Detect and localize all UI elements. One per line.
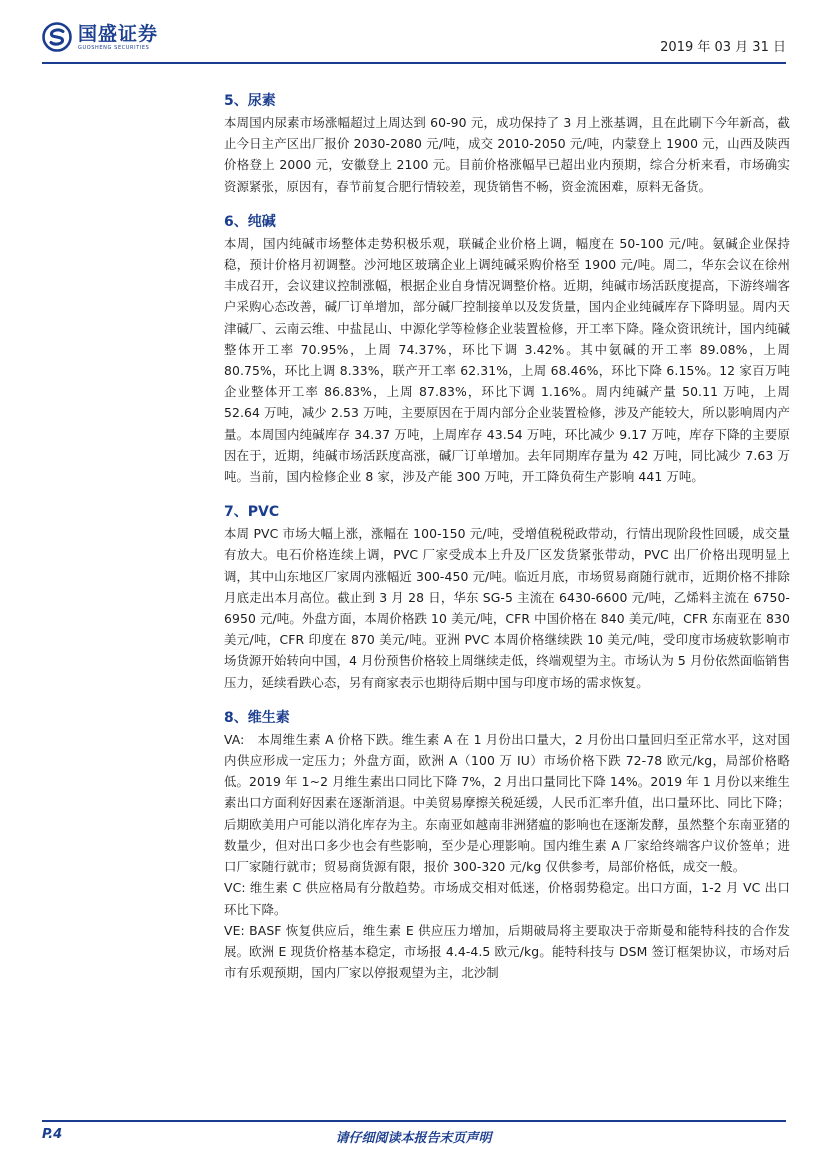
section-title: 6、纯碱 — [224, 213, 276, 230]
section-paragraph: 本周国内尿素市场涨幅超过上周达到 60-90 元，成功保持了 3 月上涨基调，且在此刷下今年新高，截止今日主产区出厂报价 2030-2080 元/吨，成交 2010-2050 元/吨，内蒙登上 1900 元，山西及陕西价格登上 2000 元，安徽登上 2100 元。目前价格涨幅早已超出业内预期，综合分析来看，市场确实资源紧张，原因有，春节前复合肥行情较差，现货销售不畅，资金流困难，原料无备货。 — [224, 115, 790, 194]
section-title: 8、维生素 — [224, 709, 290, 726]
report-body — [224, 90, 790, 997]
section-title: 5、尿素 — [224, 93, 276, 109]
disclaimer-note: 请仔细阅读本报告末页声明 — [335, 1131, 492, 1146]
header-divider — [42, 62, 786, 64]
page-header — [42, 22, 786, 62]
company-logo — [42, 22, 158, 52]
page-number: P.4 — [42, 1127, 63, 1142]
section-soda-ash — [224, 211, 790, 487]
footer-divider — [42, 1120, 786, 1122]
logo-name: 国盛证券 — [78, 22, 159, 45]
section-paragraph: 本周，国内纯碱市场整体走势积极乐观，联碱企业价格上调，幅度在 50-100 元/吨。氨碱企业保持稳，预计价格月初调整。沙河地区玻璃企业上调纯碱采购价格至 1900 元/吨。周二，华东会议在徐州丰成召开，会议建议控制涨幅，根据企业自身情况调整价格。近期，纯碱市场活跃度提高，下游终端客户采购心态改善，碱厂订单增加，部分碱厂控制接单以及发货量，国内企业纯碱库存下降明显。周内天津碱厂、云南云维、中盐昆山、中源化学等检修企业装置检修，开工率下降。隆众资讯统计，国内纯碱整体开工率 70.95%，上周 74.37%，环比下调 3.42%。其中氨碱的开工率 89.08%，上周 80.75%，环比上调 8.33%，联产开工率 62.31%，上周 68.46%，环比下降 6.15%。12 家百万吨企业整体开工率 86.83%，上周 87.83%，环比下调 1.16%。周内纯碱产量 50.11 万吨，上周 52.64 万吨，减少 2.53 万吨，主要原因在于周内部分企业装置检修，涉及产能较大，所以影响周内产量。本周国内纯碱库存 34.37 万吨，上周库存 43.54 万吨，环比减少 9.17 万吨，库存下降的主要原因在于，近期，纯碱市场活跃度高涨，碱厂订单增加。去年同期库存量为 42 万吨，同比减少 7.63 万吨。当前，国内检修企业 8 家，涉及产能 300 万吨，开工降负荷生产影响 441 万吨。 — [224, 235, 790, 485]
section-paragraph-ve: VE: BASF 恢复供应后，维生素 E 供应压力增加，后期破局将主要取决于帝斯曼和能特科技的合作发展。欧洲 E 现货价格基本稳定，市场报 4.4-4.5 欧元/kg。能特科技与 DSM 签订框架协议，市场对后市有乐观预期，国内厂家以停报观望为主，北沙制 — [224, 922, 790, 981]
logo-subname: GUOSHENG SECURITIES — [78, 44, 150, 51]
section-title: 7、PVC — [224, 504, 280, 521]
section-vitamins — [224, 707, 790, 983]
section-urea — [224, 90, 790, 197]
section-paragraph: 本周 PVC 市场大幅上涨，涨幅在 100-150 元/吨，受增值税税政带动，行情出现阶段性回暖，成交量有放大。电石价格连续上调，PVC 厂家受成本上升及厂区发货紧张带动，PVC 出厂价格出现明显上调，其中山东地区厂家周内涨幅近 300-450 元/吨。临近月底，市场贸易商随行就市，近期价格不排除月底走出本月高位。截止到 3 月 28 日，华东 SG-5 主流在 6430-6600 元/吨，乙烯料主流在 6750-6950 元/吨。外盘方面，本周价格跌 10 美元/吨，CFR 中国价格在 840 美元/吨，CFR 东南亚在 830 美元/吨，CFR 印度在 870 美元/吨。亚洲 PVC 本周价格继续跌 10 美元/吨，受印度市场疲软影响市场货源开始转向中国，4 月份预售价格较上周继续走低，终端观望为主。市场认为 5 月份依然面临销售压力，延续看跌心态，另有商家表示也期待后期中国与印度市场的需求恢复。 — [224, 526, 790, 690]
section-pvc — [224, 501, 790, 693]
section-paragraph-va: VA: 本周维生素 A 价格下跌。维生素 A 在 1 月份出口量大，2 月份出口量回归至正常水平，这对国内供应形成一定压力；外盘方面，欧洲 A（100 万 IU）市场价格下跌 72-78 欧元/kg，局部价格略低。2019 年 1~2 月维生素出口同比下降 7%，2 月出口量同比下降 14%。2019 年 1 月份以来维生素出口方面利好因素在逐渐消退。中美贸易摩擦关税延缓，人民币汇率升值，出口量环比、同比下降；后期欧美用户可能以消化库存为主。东南亚如越南非洲猪瘟的影响也在逐渐发酵，虽然整个东南亚猪的数量少，但对出口多少也会有些影响，至少是心理影响。国内维生素 A 厂家给终端客户议价签单；进口厂家随行就市；贸易商货源有限，报价 300-320 元/kg 仅供参考，局部价格低，成交一般。 — [224, 731, 790, 875]
section-paragraph-vc: VC: 维生素 C 供应格局有分散趋势。市场成交相对低迷，价格弱势稳定。出口方面，1-2 月 VC 出口环比下降。 — [224, 880, 790, 917]
report-date: 2019 年 03 月 31 日 — [660, 40, 786, 55]
guosheng-logo-icon — [42, 22, 72, 52]
